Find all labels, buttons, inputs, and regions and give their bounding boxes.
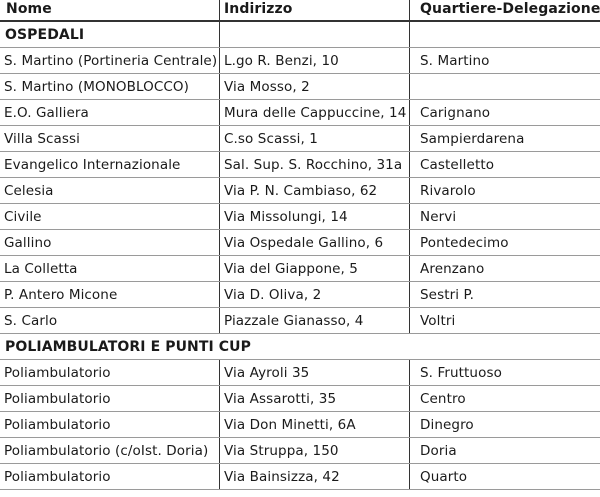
facility-district: Arenzano: [409, 256, 600, 281]
facility-name: Civile: [4, 208, 42, 225]
facility-address: Mura delle Cappuccine, 14: [219, 100, 409, 125]
table-row: [0, 308, 600, 334]
facility-name: Poliambulatorio: [4, 468, 111, 485]
table-row: [0, 230, 600, 256]
table-row: [0, 386, 600, 412]
table-row: [0, 204, 600, 230]
facility-name: Poliambulatorio: [4, 416, 111, 433]
facility-district: Rivarolo: [409, 178, 600, 203]
facility-address: Sal. Sup. S. Rocchino, 31a: [219, 152, 409, 177]
header-name: Nome: [6, 1, 52, 17]
table-row: [0, 256, 600, 282]
facility-name: La Colletta: [4, 260, 78, 277]
facility-name: S. Martino (MONOBLOCCO): [4, 78, 190, 95]
section-title: OSPEDALI: [5, 26, 85, 43]
facility-district: Carignano: [409, 100, 600, 125]
facility-name: Evangelico Internazionale: [4, 156, 181, 173]
table-body: [0, 22, 600, 490]
facility-district: S. Martino: [409, 48, 600, 73]
facility-district: Castelletto: [409, 152, 600, 177]
table-row: [0, 178, 600, 204]
facility-district: Sampierdarena: [409, 126, 600, 151]
section-empty-cell: [219, 22, 409, 47]
facility-address: Via Struppa, 150: [219, 438, 409, 463]
header-district: Quartiere-Delegazione: [409, 0, 600, 20]
facility-district: Pontedecimo: [409, 230, 600, 255]
section-header-row: [0, 22, 600, 48]
facility-district: Centro: [409, 386, 600, 411]
facility-district: [409, 74, 600, 99]
table-row: [0, 152, 600, 178]
facility-district: Quarto: [409, 464, 600, 489]
facility-district: Dinegro: [409, 412, 600, 437]
table-row: [0, 464, 600, 490]
table-row: [0, 438, 600, 464]
section-empty-cell: [409, 22, 600, 47]
facility-name: Poliambulatorio: [4, 364, 111, 381]
facility-name: P. Antero Micone: [4, 286, 118, 303]
facility-address: Via Assarotti, 35: [219, 386, 409, 411]
facility-name: Celesia: [4, 182, 54, 199]
facility-address: Via P. N. Cambiaso, 62: [219, 178, 409, 203]
facility-address: C.so Scassi, 1: [219, 126, 409, 151]
facility-name: S. Martino (Portineria Centrale): [4, 52, 218, 69]
facility-district: Doria: [409, 438, 600, 463]
facility-address: Via Ospedale Gallino, 6: [219, 230, 409, 255]
table-row: [0, 282, 600, 308]
facility-name: Poliambulatorio: [4, 390, 111, 407]
facility-name: E.O. Galliera: [4, 104, 89, 121]
facility-district: Voltri: [409, 308, 600, 333]
table-row: [0, 360, 600, 386]
facility-district: Nervi: [409, 204, 600, 229]
table-row: [0, 100, 600, 126]
facility-name: S. Carlo: [4, 312, 58, 329]
facility-address: Via del Giappone, 5: [219, 256, 409, 281]
facility-district: Sestri P.: [409, 282, 600, 307]
facility-name: Gallino: [4, 234, 52, 251]
facility-address: Via Ayroli 35: [219, 360, 409, 385]
facility-address: Via Bainsizza, 42: [219, 464, 409, 489]
table-row: [0, 48, 600, 74]
facility-address: L.go R. Benzi, 10: [219, 48, 409, 73]
facility-name: Villa Scassi: [4, 130, 81, 147]
table-row: [0, 126, 600, 152]
facility-address: Via D. Oliva, 2: [219, 282, 409, 307]
section-title: POLIAMBULATORI E PUNTI CUP: [5, 338, 252, 355]
facility-district: S. Fruttuoso: [409, 360, 600, 385]
header-address: Indirizzo: [219, 0, 409, 20]
facility-address: Via Missolungi, 14: [219, 204, 409, 229]
section-header-row: [0, 334, 600, 360]
table-row: [0, 412, 600, 438]
table-header: [0, 0, 600, 22]
facility-address: Via Don Minetti, 6A: [219, 412, 409, 437]
facility-address: Piazzale Gianasso, 4: [219, 308, 409, 333]
facility-name: Poliambulatorio (c/oIst. Doria): [4, 442, 209, 459]
table-row: [0, 74, 600, 100]
facility-address: Via Mosso, 2: [219, 74, 409, 99]
